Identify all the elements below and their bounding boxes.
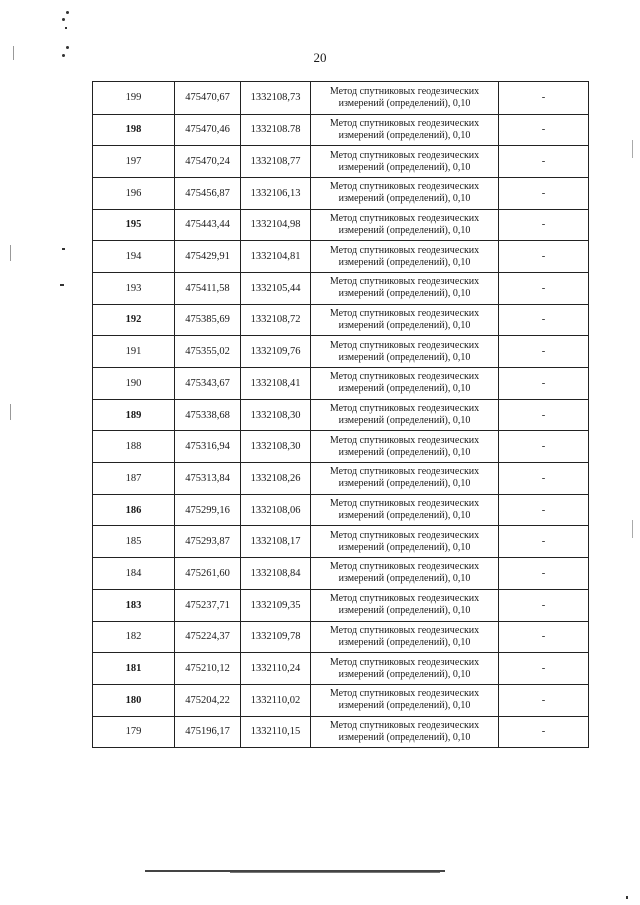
x-coordinate-cell: 475429,91 — [175, 241, 241, 273]
table-row — [93, 431, 589, 463]
table-row — [93, 241, 589, 273]
scan-mark — [13, 46, 14, 60]
method-line: Метод спутниковых геодезических — [329, 688, 480, 700]
note-cell: - — [499, 526, 589, 558]
method-line: измерений (определений), 0,10 — [338, 446, 471, 458]
method-line: измерений (определений), 0,10 — [338, 193, 471, 205]
note-cell: - — [499, 558, 589, 590]
method-cell — [311, 653, 499, 685]
method-line: Метод спутниковых геодезических — [329, 85, 480, 97]
method-cell — [311, 526, 499, 558]
method-line: Метод спутниковых геодезических — [329, 561, 480, 573]
method-cell — [311, 241, 499, 273]
x-coordinate-cell: 475196,17 — [175, 716, 241, 748]
method-line: измерений (определений), 0,10 — [338, 224, 471, 236]
table-row — [93, 463, 589, 495]
method-line: Метод спутниковых геодезических — [329, 276, 480, 288]
y-coordinate-cell: 1332108,73 — [241, 82, 311, 115]
table-row — [93, 82, 589, 115]
method-cell — [311, 82, 499, 115]
point-number-cell: 184 — [93, 558, 175, 590]
coordinates-table-body — [93, 82, 589, 748]
method-line: измерений (определений), 0,10 — [338, 161, 471, 173]
point-number-cell: 196 — [93, 177, 175, 209]
y-coordinate-cell: 1332108,77 — [241, 146, 311, 178]
note-cell: - — [499, 82, 589, 115]
y-coordinate-cell: 1332109,35 — [241, 589, 311, 621]
point-number-cell: 191 — [93, 336, 175, 368]
method-line: Метод спутниковых геодезических — [329, 149, 480, 161]
method-line: Метод спутниковых геодезических — [329, 339, 480, 351]
method-line: измерений (определений), 0,10 — [338, 668, 471, 680]
table-row — [93, 589, 589, 621]
x-coordinate-cell: 475470,46 — [175, 114, 241, 146]
point-number-cell: 199 — [93, 82, 175, 115]
table-row — [93, 114, 589, 146]
method-line: измерений (определений), 0,10 — [338, 573, 471, 585]
method-line: измерений (определений), 0,10 — [338, 510, 471, 522]
table-row — [93, 368, 589, 400]
point-number-cell: 194 — [93, 241, 175, 273]
table-row — [93, 177, 589, 209]
method-cell — [311, 209, 499, 241]
method-line: Метод спутниковых геодезических — [329, 371, 480, 383]
note-cell: - — [499, 209, 589, 241]
method-cell — [311, 399, 499, 431]
method-cell — [311, 621, 499, 653]
method-cell — [311, 716, 499, 748]
table-row — [93, 716, 589, 748]
method-line: измерений (определений), 0,10 — [338, 415, 471, 427]
method-line: измерений (определений), 0,10 — [338, 478, 471, 490]
x-coordinate-cell: 475456,87 — [175, 177, 241, 209]
scan-mark — [62, 18, 65, 21]
method-cell — [311, 368, 499, 400]
note-cell: - — [499, 621, 589, 653]
method-line: Метод спутниковых геодезических — [329, 212, 480, 224]
table-row — [93, 272, 589, 304]
point-number-cell: 193 — [93, 272, 175, 304]
table-row — [93, 494, 589, 526]
method-line: измерений (определений), 0,10 — [338, 97, 471, 109]
method-line: Метод спутниковых геодезических — [329, 307, 480, 319]
point-number-cell: 189 — [93, 399, 175, 431]
scan-mark — [10, 245, 11, 261]
method-cell — [311, 146, 499, 178]
y-coordinate-cell: 1332108,41 — [241, 368, 311, 400]
scan-mark — [66, 11, 69, 14]
table-row — [93, 304, 589, 336]
x-coordinate-cell: 475204,22 — [175, 684, 241, 716]
scan-mark — [626, 896, 628, 899]
note-cell: - — [499, 653, 589, 685]
page-number: 20 — [313, 50, 327, 65]
point-number-cell: 180 — [93, 684, 175, 716]
y-coordinate-cell: 1332104,98 — [241, 209, 311, 241]
y-coordinate-cell: 1332108,84 — [241, 558, 311, 590]
x-coordinate-cell: 475443,44 — [175, 209, 241, 241]
method-line: измерений (определений), 0,10 — [338, 605, 471, 617]
method-line: Метод спутниковых геодезических — [329, 529, 480, 541]
y-coordinate-cell: 1332108.78 — [241, 114, 311, 146]
x-coordinate-cell: 475338,68 — [175, 399, 241, 431]
x-coordinate-cell: 475299,16 — [175, 494, 241, 526]
x-coordinate-cell: 475210,12 — [175, 653, 241, 685]
x-coordinate-cell: 475470,24 — [175, 146, 241, 178]
method-line: Метод спутниковых геодезических — [329, 593, 480, 605]
scan-mark — [632, 140, 633, 158]
note-cell: - — [499, 494, 589, 526]
scan-mark — [62, 248, 65, 250]
method-line: Метод спутниковых геодезических — [329, 244, 480, 256]
method-line: измерений (определений), 0,10 — [338, 351, 471, 363]
method-line: измерений (определений), 0,10 — [338, 288, 471, 300]
method-line: Метод спутниковых геодезических — [329, 498, 480, 510]
method-line: Метод спутниковых геодезических — [329, 466, 480, 478]
note-cell: - — [499, 272, 589, 304]
scan-mark — [65, 27, 67, 29]
y-coordinate-cell: 1332106,13 — [241, 177, 311, 209]
x-coordinate-cell: 475385,69 — [175, 304, 241, 336]
method-cell — [311, 336, 499, 368]
table-row — [93, 209, 589, 241]
method-line: измерений (определений), 0,10 — [338, 636, 471, 648]
note-cell: - — [499, 336, 589, 368]
note-cell: - — [499, 684, 589, 716]
method-line: измерений (определений), 0,10 — [338, 256, 471, 268]
y-coordinate-cell: 1332108,06 — [241, 494, 311, 526]
x-coordinate-cell: 475313,84 — [175, 463, 241, 495]
x-coordinate-cell: 475237,71 — [175, 589, 241, 621]
method-line: измерений (определений), 0,10 — [338, 700, 471, 712]
scan-edge-line — [230, 872, 440, 873]
y-coordinate-cell: 1332109,78 — [241, 621, 311, 653]
method-line: Метод спутниковых геодезических — [329, 434, 480, 446]
method-line: измерений (определений), 0,10 — [338, 383, 471, 395]
scan-mark — [62, 54, 65, 57]
note-cell: - — [499, 431, 589, 463]
method-line: Метод спутниковых геодезических — [329, 656, 480, 668]
scan-mark — [632, 520, 633, 538]
coordinates-table — [92, 81, 589, 748]
y-coordinate-cell: 1332108,30 — [241, 399, 311, 431]
method-line: измерений (определений), 0,10 — [338, 129, 471, 141]
point-number-cell: 183 — [93, 589, 175, 621]
note-cell: - — [499, 146, 589, 178]
scan-mark — [66, 46, 69, 49]
y-coordinate-cell: 1332105,44 — [241, 272, 311, 304]
method-cell — [311, 114, 499, 146]
table-row — [93, 653, 589, 685]
note-cell: - — [499, 589, 589, 621]
method-cell — [311, 589, 499, 621]
point-number-cell: 186 — [93, 494, 175, 526]
note-cell: - — [499, 241, 589, 273]
point-number-cell: 187 — [93, 463, 175, 495]
y-coordinate-cell: 1332104,81 — [241, 241, 311, 273]
note-cell: - — [499, 399, 589, 431]
x-coordinate-cell: 475261,60 — [175, 558, 241, 590]
table-row — [93, 399, 589, 431]
x-coordinate-cell: 475343,67 — [175, 368, 241, 400]
point-number-cell: 197 — [93, 146, 175, 178]
x-coordinate-cell: 475224,37 — [175, 621, 241, 653]
method-line: измерений (определений), 0,10 — [338, 541, 471, 553]
method-cell — [311, 431, 499, 463]
scan-mark — [60, 284, 64, 286]
note-cell: - — [499, 716, 589, 748]
y-coordinate-cell: 1332110,15 — [241, 716, 311, 748]
note-cell: - — [499, 177, 589, 209]
x-coordinate-cell: 475470,67 — [175, 82, 241, 115]
x-coordinate-cell: 475355,02 — [175, 336, 241, 368]
table-row — [93, 684, 589, 716]
method-line: измерений (определений), 0,10 — [338, 731, 471, 743]
point-number-cell: 190 — [93, 368, 175, 400]
point-number-cell: 188 — [93, 431, 175, 463]
method-line: Метод спутниковых геодезических — [329, 719, 480, 731]
y-coordinate-cell: 1332110,02 — [241, 684, 311, 716]
y-coordinate-cell: 1332108,26 — [241, 463, 311, 495]
point-number-cell: 179 — [93, 716, 175, 748]
point-number-cell: 185 — [93, 526, 175, 558]
method-cell — [311, 494, 499, 526]
table-row — [93, 526, 589, 558]
table-row — [93, 621, 589, 653]
point-number-cell: 192 — [93, 304, 175, 336]
method-line: Метод спутниковых геодезических — [329, 624, 480, 636]
table-row — [93, 336, 589, 368]
y-coordinate-cell: 1332110,24 — [241, 653, 311, 685]
method-line: измерений (определений), 0,10 — [338, 319, 471, 331]
table-row — [93, 146, 589, 178]
y-coordinate-cell: 1332108,72 — [241, 304, 311, 336]
method-cell — [311, 272, 499, 304]
method-line: Метод спутниковых геодезических — [329, 403, 480, 415]
point-number-cell: 195 — [93, 209, 175, 241]
table-row — [93, 558, 589, 590]
x-coordinate-cell: 475316,94 — [175, 431, 241, 463]
method-cell — [311, 558, 499, 590]
y-coordinate-cell: 1332108,17 — [241, 526, 311, 558]
y-coordinate-cell: 1332109,76 — [241, 336, 311, 368]
x-coordinate-cell: 475293,87 — [175, 526, 241, 558]
point-number-cell: 182 — [93, 621, 175, 653]
note-cell: - — [499, 304, 589, 336]
method-cell — [311, 177, 499, 209]
point-number-cell: 198 — [93, 114, 175, 146]
method-cell — [311, 304, 499, 336]
scan-mark — [10, 404, 11, 420]
method-line: Метод спутниковых геодезических — [329, 181, 480, 193]
point-number-cell: 181 — [93, 653, 175, 685]
note-cell: - — [499, 368, 589, 400]
method-cell — [311, 684, 499, 716]
method-line: Метод спутниковых геодезических — [329, 117, 480, 129]
y-coordinate-cell: 1332108,30 — [241, 431, 311, 463]
x-coordinate-cell: 475411,58 — [175, 272, 241, 304]
note-cell: - — [499, 114, 589, 146]
method-cell — [311, 463, 499, 495]
note-cell: - — [499, 463, 589, 495]
